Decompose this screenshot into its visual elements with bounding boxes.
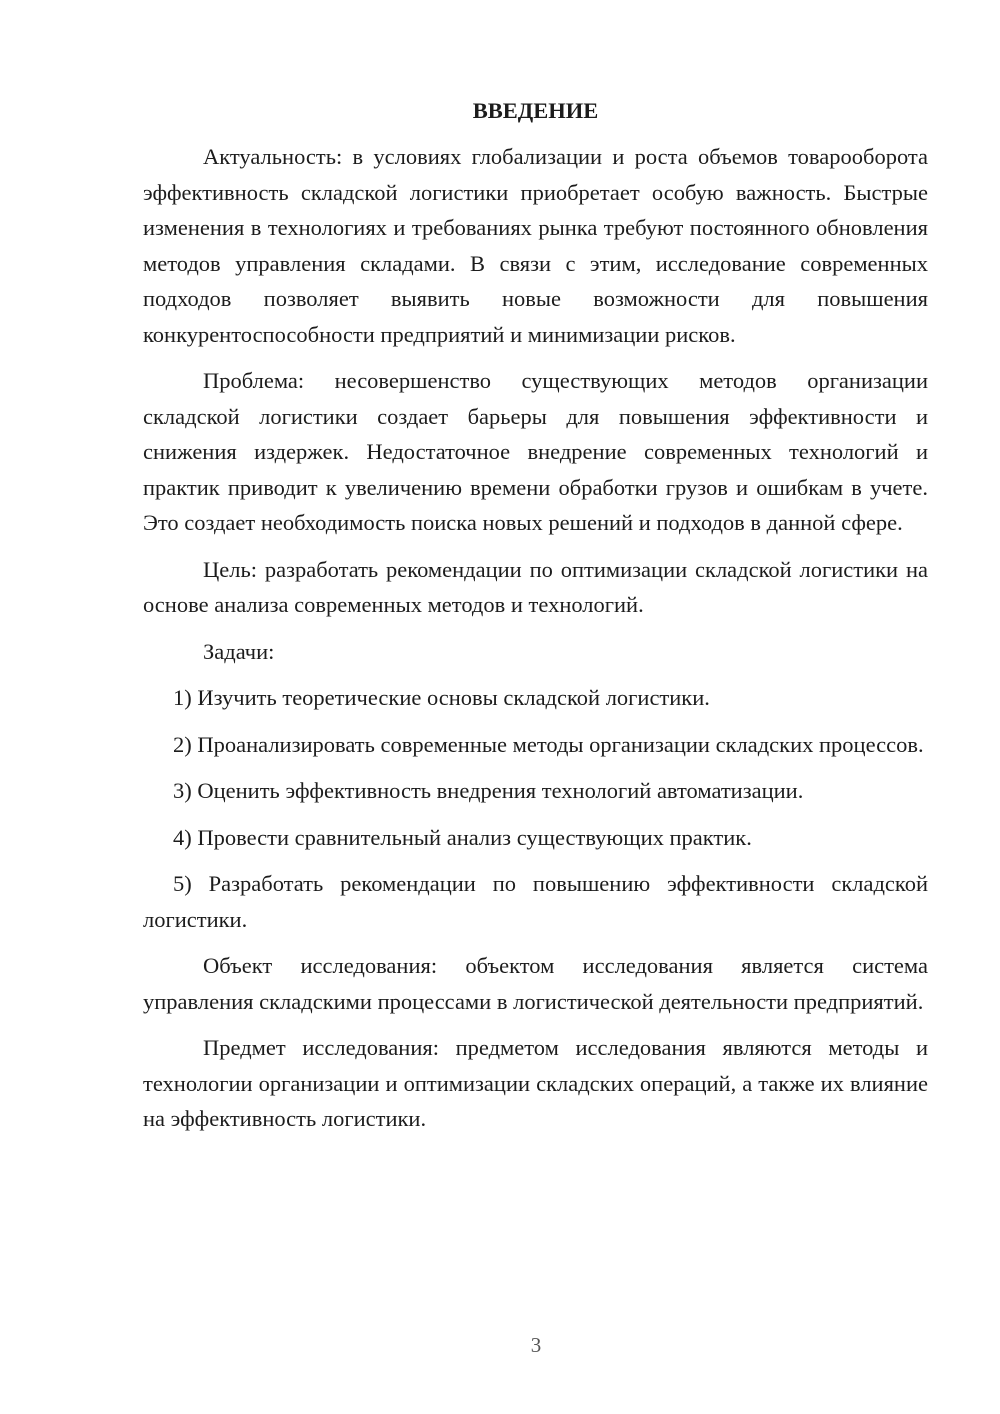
paragraph-object: Объект исследования: объектом исследования является система управления складскими процессами в логистической деятельности предприятий. [143,953,928,1014]
paragraph-goal: Цель: разработать рекомендации по оптимизации складской логистики на основе анализа современных методов и технологий. [143,556,928,617]
task-item-1: 1) Изучить теоретические основы складской логистики. [173,685,710,710]
tasks-heading: Задачи: [203,638,275,664]
task-item-5: 5) Разработать рекомендации по повышению эффективности складской логистики. [143,871,928,932]
paragraph-problem: Проблема: несовершенство существующих методов организации складской логистики создает барьеры для повышения эффективности и снижения издержек. Недостаточное внедрение современных технологий и практик приводит к увеличению времени обработки грузов и ошибкам в учете. Это создает необходимость поиска новых решений и подходов в данной сфере. [143,368,928,535]
page-number: 3 [530,1333,542,1357]
task-item-4: 4) Провести сравнительный анализ существующих практик. [173,824,752,850]
task-item-2: 2) Проанализировать современные методы организации складских процессов. [173,731,924,757]
paragraph-subject: Предмет исследования: предметом исследования являются методы и технологии организации и оптимизации складских операций, а также их влияние на эффективность логистики. [143,1035,928,1131]
paragraph-relevance: Актуальность: в условиях глобализации и роста объемов товарооборота эффективность складской логистики приобретает особую важность. Быстрые изменения в технологиях и требованиях рынка требуют постоянного обновления методов управления складами. В связи с этим, исследование современных подходов позволяет выявить новые возможности для повышения конкурентоспособности предприятий и минимизации рисков. [143,144,928,347]
section-title: ВВЕДЕНИЕ [472,98,599,123]
page-content [143,96,928,1148]
task-item-3: 3) Оценить эффективность внедрения технологий автоматизации. [173,778,804,803]
